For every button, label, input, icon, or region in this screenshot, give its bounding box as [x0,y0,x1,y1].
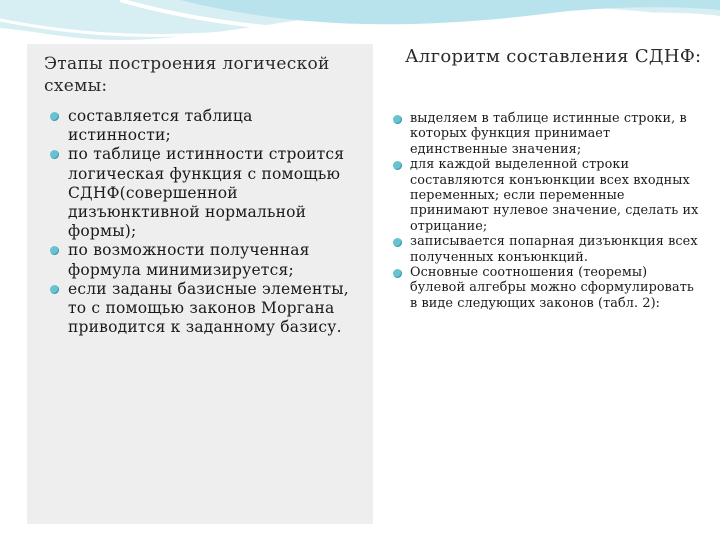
bullet-icon [50,112,59,121]
list-item-text: выделяем в таблице истинные строки, в которых функция принимает единственные значения; [410,111,687,157]
list-item [50,107,350,145]
list-item-text: если заданы базисные элементы, то с помощью законов Моргана приводится к заданному базису. [68,279,349,337]
list-item [50,241,350,279]
list-item [50,280,350,338]
right-bullet-list [393,111,705,311]
list-item-text: Основные соотношения (теоремы) булевой алгебры можно сформулировать в виде следующих законов (табл. 2): [410,265,694,311]
list-item-text: составляется таблица истинности; [68,107,253,145]
list-item-text: по возможности полученная формула минимизируется; [68,241,310,279]
list-item [393,111,705,157]
list-item [393,265,705,311]
list-item-text: записывается попарная дизъюнкция всех полученных конъюнкций. [410,234,698,265]
bullet-icon [393,269,402,278]
list-item-text: по таблице истинности строится логическая функция с помощью СДНФ(совершенной дизъюнктивной нормальной формы); [68,145,345,241]
list-item [393,157,705,234]
list-item [393,234,705,265]
bullet-icon [50,246,59,255]
right-column-title: Алгоритм составления СДНФ: [405,46,702,67]
bullet-icon [393,115,402,124]
bullet-icon [50,150,59,159]
left-bullet-list [50,107,350,337]
bullet-icon [393,161,402,170]
bullet-icon [50,285,59,294]
left-column-title: Этапы построения логической схемы: [44,54,330,96]
list-item [50,145,350,241]
bullet-icon [393,238,402,247]
list-item-text: для каждой выделенной строки составляются конъюнкции всех входных переменных; если переменные принимают нулевое значение, сделать их отрицание; [410,157,699,234]
